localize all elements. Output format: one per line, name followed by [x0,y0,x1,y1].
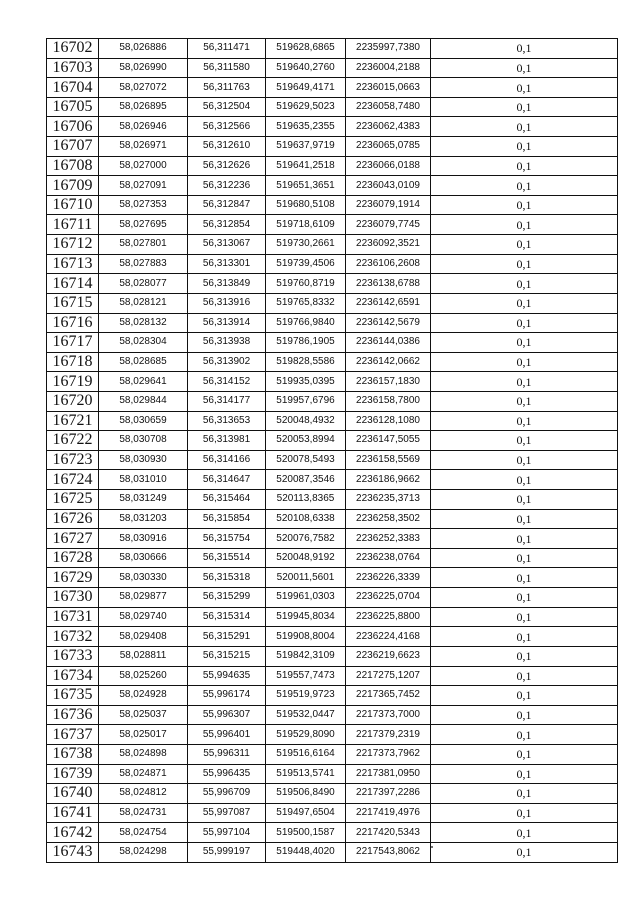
accuracy-cell: 0,1 [431,744,618,764]
y-coordinate-cell: 2217381,0950 [346,764,431,784]
y-coordinate-cell: 2217373,7962 [346,744,431,764]
longitude-cell: 55,997104 [188,823,266,843]
y-coordinate-cell: 2236224,4168 [346,627,431,647]
longitude-cell: 56,311580 [188,58,266,78]
latitude-cell: 58,029740 [99,607,188,627]
latitude-cell: 58,028132 [99,313,188,333]
latitude-cell: 58,030666 [99,548,188,568]
x-coordinate-cell: 519842,3109 [266,646,346,666]
accuracy-cell: 0,1 [431,352,618,372]
longitude-cell: 56,315514 [188,548,266,568]
latitude-cell: 58,024812 [99,784,188,804]
point-number-cell: 16705 [47,97,99,117]
accuracy-cell: 0,1 [431,58,618,78]
x-coordinate-cell: 519718,6109 [266,215,346,235]
x-coordinate-cell: 519786,1905 [266,333,346,353]
accuracy-cell: 0,1 [431,568,618,588]
y-coordinate-cell: 2236066,0188 [346,156,431,176]
longitude-cell: 56,313914 [188,313,266,333]
longitude-cell: 56,312626 [188,156,266,176]
latitude-cell: 58,026990 [99,58,188,78]
point-number-cell: 16719 [47,372,99,392]
point-number-cell: 16713 [47,254,99,274]
table-body [47,39,618,863]
point-number-cell: 16722 [47,431,99,451]
longitude-cell: 55,994635 [188,666,266,686]
latitude-cell: 58,025260 [99,666,188,686]
longitude-cell: 56,314177 [188,391,266,411]
accuracy-cell: 0,1 [431,823,618,843]
latitude-cell: 58,025017 [99,725,188,745]
y-coordinate-cell: 2217543,8062 [346,842,431,862]
scan-speck [431,846,433,848]
longitude-cell: 55,996709 [188,784,266,804]
longitude-cell: 56,313301 [188,254,266,274]
latitude-cell: 58,028121 [99,293,188,313]
point-number-cell: 16718 [47,352,99,372]
table-row [47,313,618,333]
point-number-cell: 16723 [47,450,99,470]
latitude-cell: 58,027883 [99,254,188,274]
longitude-cell: 56,314166 [188,450,266,470]
latitude-cell: 58,028811 [99,646,188,666]
y-coordinate-cell: 2217365,7452 [346,686,431,706]
y-coordinate-cell: 2236079,1914 [346,195,431,215]
table-row [47,137,618,157]
table-row [47,254,618,274]
table-row [47,509,618,529]
accuracy-cell: 0,1 [431,97,618,117]
point-number-cell: 16728 [47,548,99,568]
latitude-cell: 58,026895 [99,97,188,117]
accuracy-cell: 0,1 [431,391,618,411]
longitude-cell: 56,313653 [188,411,266,431]
x-coordinate-cell: 519532,0447 [266,705,346,725]
table-row [47,195,618,215]
point-number-cell: 16741 [47,803,99,823]
latitude-cell: 58,031010 [99,470,188,490]
table-row [47,548,618,568]
x-coordinate-cell: 520076,7582 [266,529,346,549]
point-number-cell: 16717 [47,333,99,353]
accuracy-cell: 0,1 [431,333,618,353]
latitude-cell: 58,031249 [99,490,188,510]
accuracy-cell: 0,1 [431,450,618,470]
point-number-cell: 16708 [47,156,99,176]
x-coordinate-cell: 519739,4506 [266,254,346,274]
point-number-cell: 16711 [47,215,99,235]
point-number-cell: 16737 [47,725,99,745]
y-coordinate-cell: 2235997,7380 [346,39,431,59]
y-coordinate-cell: 2236142,5679 [346,313,431,333]
accuracy-cell: 0,1 [431,646,618,666]
accuracy-cell: 0,1 [431,117,618,137]
longitude-cell: 56,312854 [188,215,266,235]
x-coordinate-cell: 520011,5601 [266,568,346,588]
latitude-cell: 58,024928 [99,686,188,706]
point-number-cell: 16725 [47,490,99,510]
longitude-cell: 56,313849 [188,274,266,294]
point-number-cell: 16740 [47,784,99,804]
accuracy-cell: 0,1 [431,509,618,529]
table-row [47,39,618,59]
accuracy-cell: 0,1 [431,725,618,745]
x-coordinate-cell: 519730,2661 [266,235,346,255]
longitude-cell: 56,312566 [188,117,266,137]
longitude-cell: 56,312847 [188,195,266,215]
accuracy-cell: 0,1 [431,176,618,196]
x-coordinate-cell: 519629,5023 [266,97,346,117]
accuracy-cell: 0,1 [431,254,618,274]
latitude-cell: 58,031203 [99,509,188,529]
accuracy-cell: 0,1 [431,470,618,490]
longitude-cell: 55,996311 [188,744,266,764]
y-coordinate-cell: 2236142,6591 [346,293,431,313]
accuracy-cell: 0,1 [431,156,618,176]
latitude-cell: 58,029877 [99,588,188,608]
table-row [47,725,618,745]
longitude-cell: 56,312504 [188,97,266,117]
table-row [47,490,618,510]
table-row [47,705,618,725]
table-row [47,97,618,117]
longitude-cell: 56,315318 [188,568,266,588]
y-coordinate-cell: 2217275,1207 [346,666,431,686]
table-row [47,411,618,431]
table-row [47,646,618,666]
point-number-cell: 16724 [47,470,99,490]
longitude-cell: 56,314647 [188,470,266,490]
latitude-cell: 58,027091 [99,176,188,196]
y-coordinate-cell: 2236225,8800 [346,607,431,627]
x-coordinate-cell: 519500,1587 [266,823,346,843]
table-row [47,215,618,235]
point-number-cell: 16742 [47,823,99,843]
point-number-cell: 16738 [47,744,99,764]
y-coordinate-cell: 2236158,7800 [346,391,431,411]
longitude-cell: 56,313981 [188,431,266,451]
point-number-cell: 16720 [47,391,99,411]
x-coordinate-cell: 519649,4171 [266,78,346,98]
latitude-cell: 58,024871 [99,764,188,784]
point-number-cell: 16715 [47,293,99,313]
latitude-cell: 58,026946 [99,117,188,137]
accuracy-cell: 0,1 [431,195,618,215]
x-coordinate-cell: 519760,8719 [266,274,346,294]
x-coordinate-cell: 519828,5586 [266,352,346,372]
point-number-cell: 16743 [47,842,99,862]
coordinates-table [46,38,618,863]
longitude-cell: 55,996401 [188,725,266,745]
x-coordinate-cell: 520048,4932 [266,411,346,431]
x-coordinate-cell: 520048,9192 [266,548,346,568]
accuracy-cell: 0,1 [431,313,618,333]
y-coordinate-cell: 2236226,3339 [346,568,431,588]
longitude-cell: 56,313916 [188,293,266,313]
y-coordinate-cell: 2236043,0109 [346,176,431,196]
latitude-cell: 58,030659 [99,411,188,431]
point-number-cell: 16704 [47,78,99,98]
point-number-cell: 16709 [47,176,99,196]
x-coordinate-cell: 519957,6796 [266,391,346,411]
accuracy-cell: 0,1 [431,784,618,804]
x-coordinate-cell: 519635,2355 [266,117,346,137]
table-row [47,372,618,392]
latitude-cell: 58,029408 [99,627,188,647]
y-coordinate-cell: 2236238,0764 [346,548,431,568]
y-coordinate-cell: 2217420,5343 [346,823,431,843]
latitude-cell: 58,026971 [99,137,188,157]
longitude-cell: 56,315291 [188,627,266,647]
longitude-cell: 56,314152 [188,372,266,392]
y-coordinate-cell: 2236219,6623 [346,646,431,666]
y-coordinate-cell: 2236058,7480 [346,97,431,117]
accuracy-cell: 0,1 [431,490,618,510]
accuracy-cell: 0,1 [431,686,618,706]
longitude-cell: 56,311763 [188,78,266,98]
point-number-cell: 16739 [47,764,99,784]
x-coordinate-cell: 520113,8365 [266,490,346,510]
point-number-cell: 16703 [47,58,99,78]
point-number-cell: 16734 [47,666,99,686]
y-coordinate-cell: 2236158,5569 [346,450,431,470]
accuracy-cell: 0,1 [431,705,618,725]
point-number-cell: 16710 [47,195,99,215]
x-coordinate-cell: 519557,7473 [266,666,346,686]
accuracy-cell: 0,1 [431,548,618,568]
table-row [47,235,618,255]
x-coordinate-cell: 519519,9723 [266,686,346,706]
longitude-cell: 56,315754 [188,529,266,549]
table-row [47,627,618,647]
table-row [47,842,618,862]
table-row [47,176,618,196]
x-coordinate-cell: 519497,6504 [266,803,346,823]
x-coordinate-cell: 520087,3546 [266,470,346,490]
y-coordinate-cell: 2236079,7745 [346,215,431,235]
latitude-cell: 58,024731 [99,803,188,823]
table-row [47,764,618,784]
latitude-cell: 58,029641 [99,372,188,392]
x-coordinate-cell: 519766,9840 [266,313,346,333]
latitude-cell: 58,026886 [99,39,188,59]
point-number-cell: 16731 [47,607,99,627]
accuracy-cell: 0,1 [431,588,618,608]
longitude-cell: 56,315215 [188,646,266,666]
y-coordinate-cell: 2236062,4383 [346,117,431,137]
y-coordinate-cell: 2236128,1080 [346,411,431,431]
point-number-cell: 16706 [47,117,99,137]
y-coordinate-cell: 2236235,3713 [346,490,431,510]
y-coordinate-cell: 2236144,0386 [346,333,431,353]
latitude-cell: 58,030916 [99,529,188,549]
accuracy-cell: 0,1 [431,274,618,294]
y-coordinate-cell: 2236065,0785 [346,137,431,157]
accuracy-cell: 0,1 [431,764,618,784]
latitude-cell: 58,027695 [99,215,188,235]
y-coordinate-cell: 2236258,3502 [346,509,431,529]
x-coordinate-cell: 519640,2760 [266,58,346,78]
x-coordinate-cell: 519961,0303 [266,588,346,608]
x-coordinate-cell: 520053,8994 [266,431,346,451]
y-coordinate-cell: 2236015,0663 [346,78,431,98]
y-coordinate-cell: 2236092,3521 [346,235,431,255]
point-number-cell: 16726 [47,509,99,529]
table-row [47,391,618,411]
table-row [47,78,618,98]
table-row [47,293,618,313]
accuracy-cell: 0,1 [431,411,618,431]
longitude-cell: 56,313067 [188,235,266,255]
x-coordinate-cell: 519637,9719 [266,137,346,157]
point-number-cell: 16736 [47,705,99,725]
latitude-cell: 58,028304 [99,333,188,353]
accuracy-cell: 0,1 [431,293,618,313]
latitude-cell: 58,024754 [99,823,188,843]
accuracy-cell: 0,1 [431,627,618,647]
x-coordinate-cell: 520108,6338 [266,509,346,529]
point-number-cell: 16730 [47,588,99,608]
latitude-cell: 58,028685 [99,352,188,372]
table-row [47,529,618,549]
longitude-cell: 56,313938 [188,333,266,353]
longitude-cell: 56,312610 [188,137,266,157]
latitude-cell: 58,027801 [99,235,188,255]
longitude-cell: 55,996435 [188,764,266,784]
latitude-cell: 58,024898 [99,744,188,764]
table-row [47,666,618,686]
table-row [47,803,618,823]
y-coordinate-cell: 2236106,2608 [346,254,431,274]
latitude-cell: 58,030930 [99,450,188,470]
table-row [47,568,618,588]
longitude-cell: 56,313902 [188,352,266,372]
accuracy-cell: 0,1 [431,137,618,157]
point-number-cell: 16732 [47,627,99,647]
y-coordinate-cell: 2236004,2188 [346,58,431,78]
y-coordinate-cell: 2236186,9662 [346,470,431,490]
x-coordinate-cell: 519651,3651 [266,176,346,196]
longitude-cell: 55,996307 [188,705,266,725]
table-row [47,352,618,372]
latitude-cell: 58,024298 [99,842,188,862]
accuracy-cell: 0,1 [431,607,618,627]
table-row [47,588,618,608]
latitude-cell: 58,027000 [99,156,188,176]
latitude-cell: 58,029844 [99,391,188,411]
y-coordinate-cell: 2236252,3383 [346,529,431,549]
x-coordinate-cell: 519935,0395 [266,372,346,392]
point-number-cell: 16712 [47,235,99,255]
longitude-cell: 55,999197 [188,842,266,862]
table-row [47,784,618,804]
table-row [47,607,618,627]
latitude-cell: 58,030330 [99,568,188,588]
longitude-cell: 56,315314 [188,607,266,627]
latitude-cell: 58,030708 [99,431,188,451]
latitude-cell: 58,028077 [99,274,188,294]
point-number-cell: 16733 [47,646,99,666]
table-row [47,450,618,470]
y-coordinate-cell: 2236138,6788 [346,274,431,294]
x-coordinate-cell: 519448,4020 [266,842,346,862]
longitude-cell: 56,315854 [188,509,266,529]
accuracy-cell: 0,1 [431,235,618,255]
accuracy-cell: 0,1 [431,431,618,451]
longitude-cell: 56,312236 [188,176,266,196]
table-row [47,823,618,843]
point-number-cell: 16735 [47,686,99,706]
latitude-cell: 58,025037 [99,705,188,725]
longitude-cell: 55,997087 [188,803,266,823]
point-number-cell: 16707 [47,137,99,157]
accuracy-cell: 0,1 [431,78,618,98]
x-coordinate-cell: 519513,5741 [266,764,346,784]
point-number-cell: 16729 [47,568,99,588]
x-coordinate-cell: 519516,6164 [266,744,346,764]
table-row [47,333,618,353]
longitude-cell: 56,315299 [188,588,266,608]
x-coordinate-cell: 519628,6865 [266,39,346,59]
accuracy-cell: 0,1 [431,39,618,59]
x-coordinate-cell: 519945,8034 [266,607,346,627]
accuracy-cell: 0,1 [431,666,618,686]
y-coordinate-cell: 2236225,0704 [346,588,431,608]
x-coordinate-cell: 519529,8090 [266,725,346,745]
latitude-cell: 58,027072 [99,78,188,98]
table-row [47,686,618,706]
point-number-cell: 16714 [47,274,99,294]
table-row [47,156,618,176]
accuracy-cell: 0,1 [431,803,618,823]
x-coordinate-cell: 519680,5108 [266,195,346,215]
longitude-cell: 55,996174 [188,686,266,706]
y-coordinate-cell: 2217397,2286 [346,784,431,804]
table-row [47,274,618,294]
table-row [47,58,618,78]
table-row [47,744,618,764]
x-coordinate-cell: 519765,8332 [266,293,346,313]
x-coordinate-cell: 520078,5493 [266,450,346,470]
accuracy-cell: 0,1 [431,215,618,235]
x-coordinate-cell: 519908,8004 [266,627,346,647]
latitude-cell: 58,027353 [99,195,188,215]
point-number-cell: 16702 [47,39,99,59]
accuracy-cell: 0,1 [431,842,618,862]
y-coordinate-cell: 2236157,1830 [346,372,431,392]
point-number-cell: 16721 [47,411,99,431]
y-coordinate-cell: 2217373,7000 [346,705,431,725]
point-number-cell: 16716 [47,313,99,333]
table-row [47,117,618,137]
accuracy-cell: 0,1 [431,372,618,392]
y-coordinate-cell: 2217419,4976 [346,803,431,823]
longitude-cell: 56,311471 [188,39,266,59]
x-coordinate-cell: 519506,8490 [266,784,346,804]
y-coordinate-cell: 2236147,5055 [346,431,431,451]
table-row [47,470,618,490]
x-coordinate-cell: 519641,2518 [266,156,346,176]
table-row [47,431,618,451]
y-coordinate-cell: 2217379,2319 [346,725,431,745]
y-coordinate-cell: 2236142,0662 [346,352,431,372]
longitude-cell: 56,315464 [188,490,266,510]
accuracy-cell: 0,1 [431,529,618,549]
point-number-cell: 16727 [47,529,99,549]
